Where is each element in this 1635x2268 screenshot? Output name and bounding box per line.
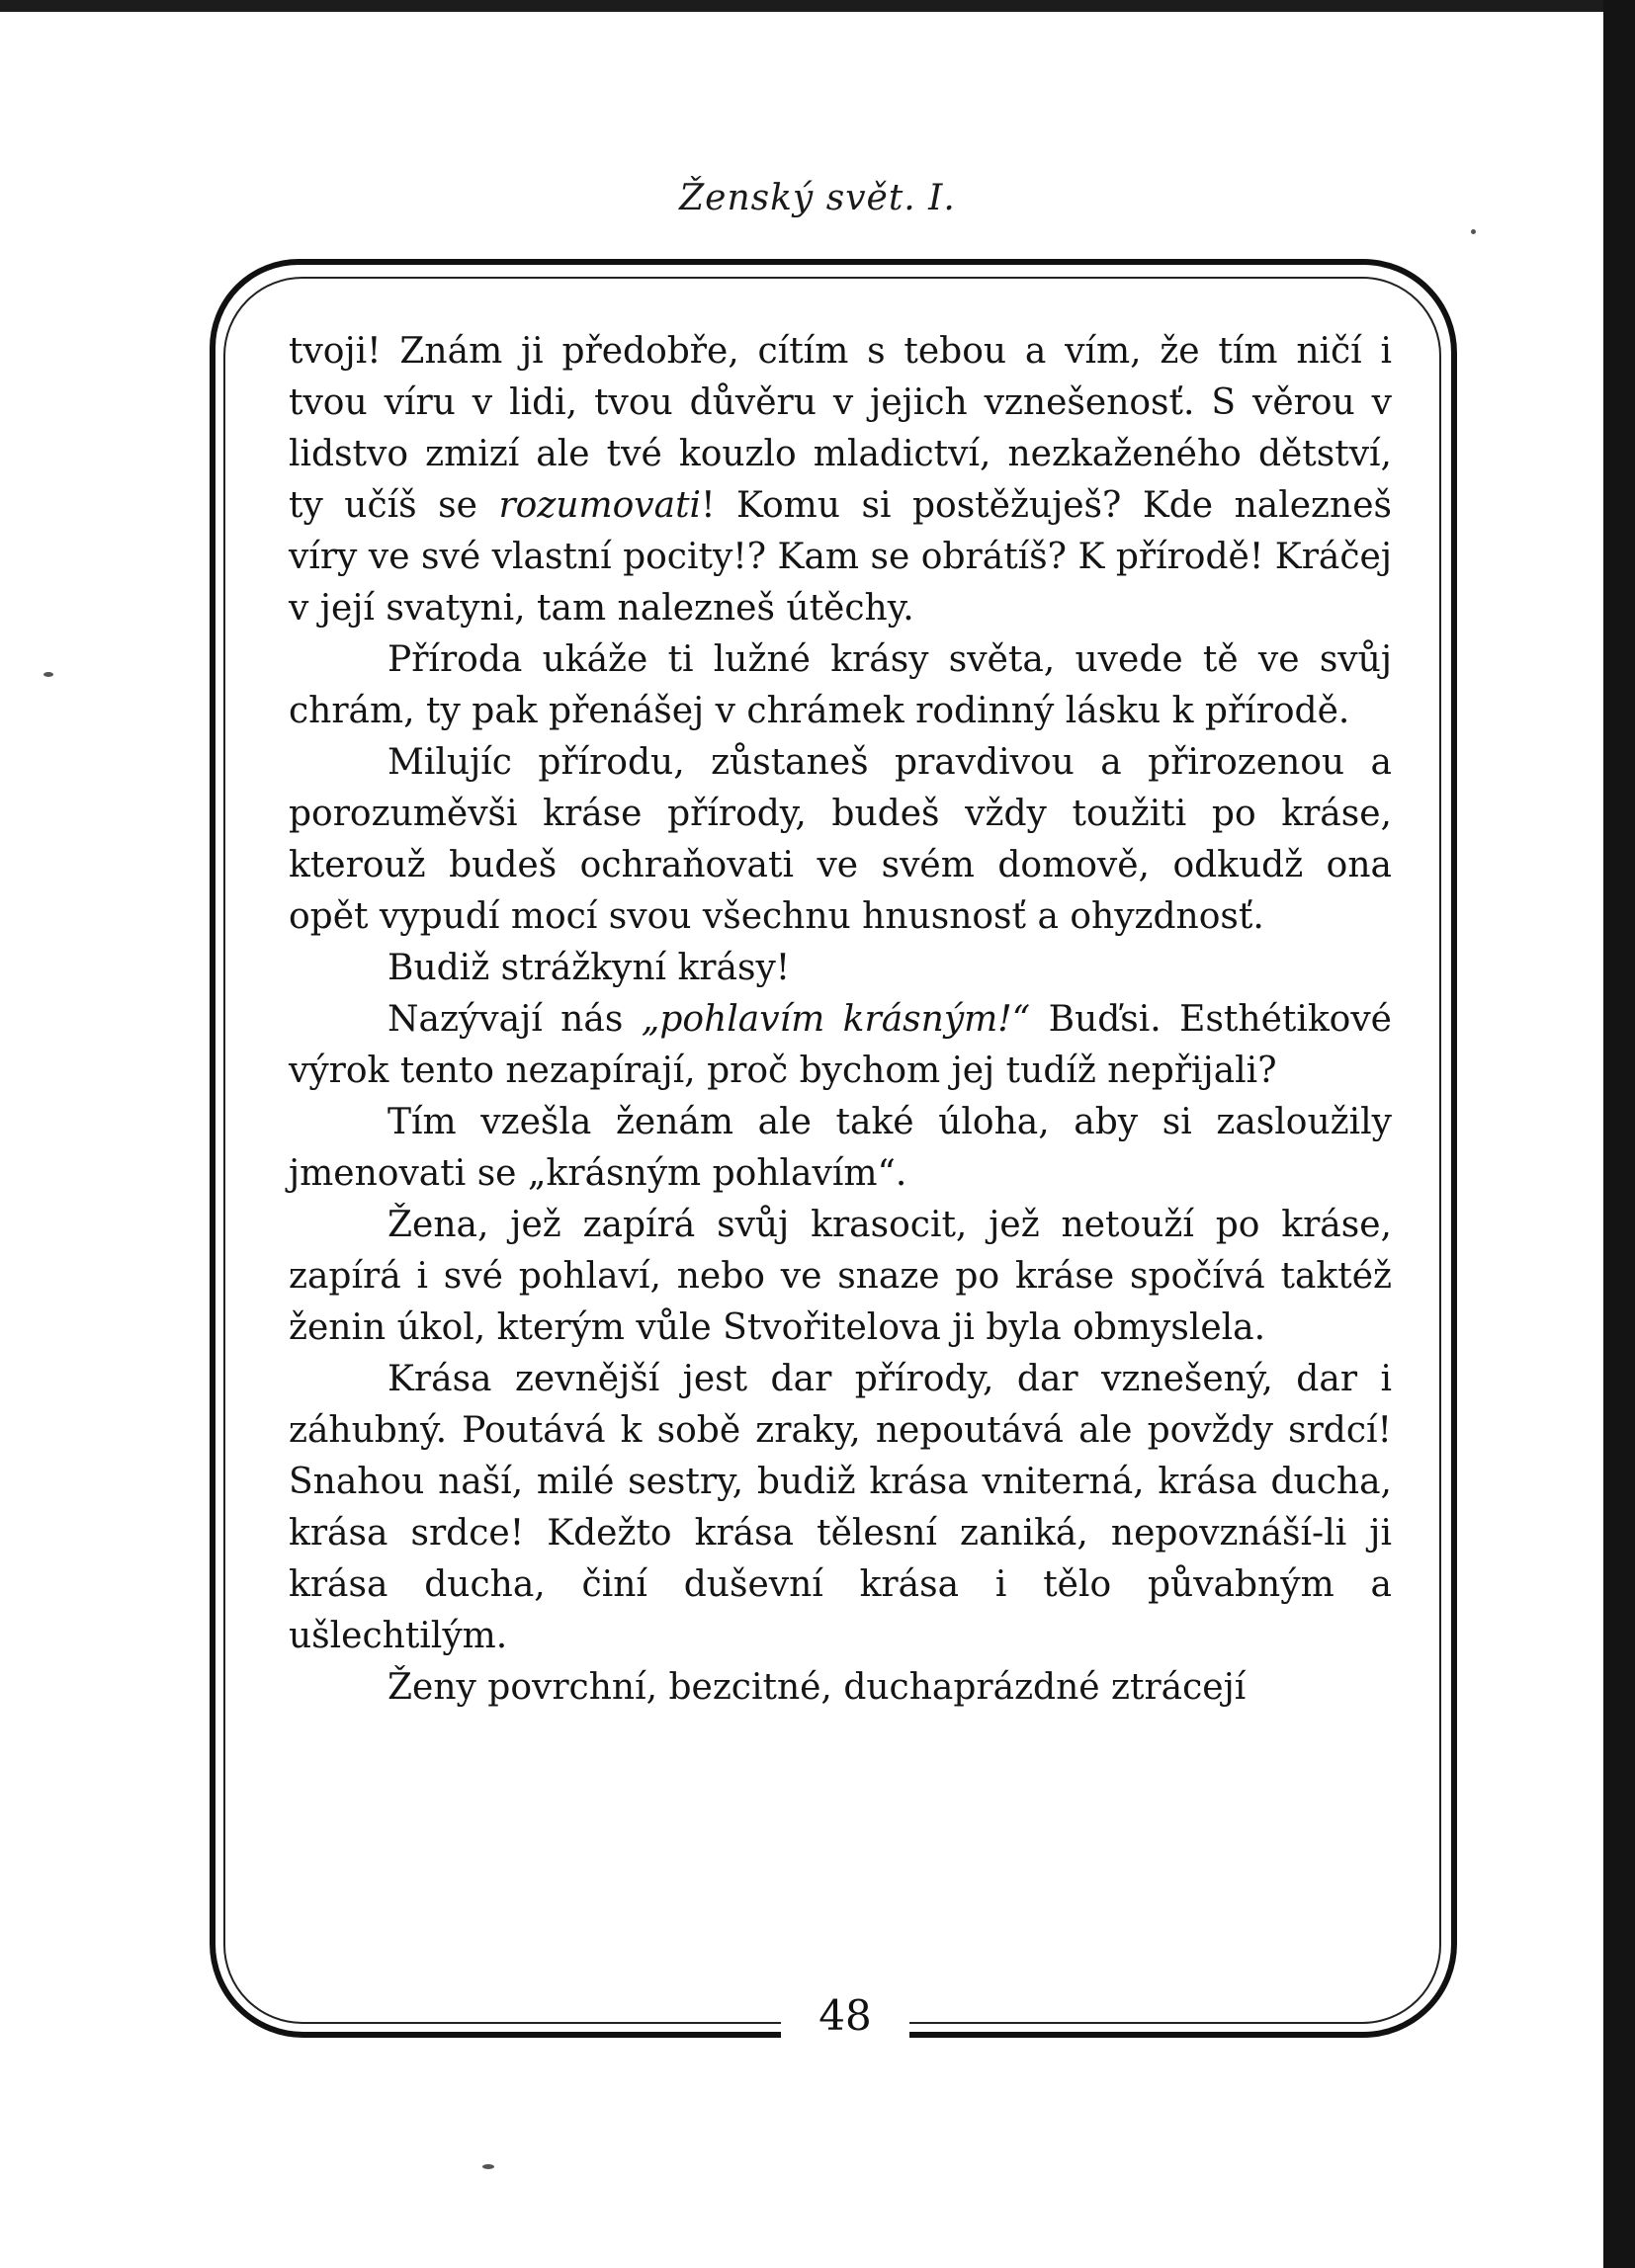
text-run: ! Komu si postěžuješ? Kde nalezneš víry ve své vlastní pocity!? Kam se obrátíš? K přírodě! Kráčej v její svatyni, tam nalezneš útěchy.	[289, 485, 1392, 629]
text-run: Ženy povrchní, bezcitné, duchaprázdné ztrácejí	[387, 1667, 1247, 1708]
italic-phrase: „pohlavím krásným!“	[641, 999, 1031, 1040]
paragraph	[289, 634, 1392, 737]
paragraph	[289, 737, 1392, 943]
print-speck	[1471, 229, 1476, 234]
paragraph	[289, 1097, 1392, 1200]
body-text	[289, 326, 1392, 1714]
text-run: Nazývají nás	[387, 999, 642, 1040]
text-run: Žena, jež zapírá svůj krasocit, jež netouží po kráse, zapírá i své pohlaví, nebo ve snaze po kráse spočívá taktéž ženin úkol, kterým vůle Stvořitelova ji byla obmyslela.	[289, 1205, 1392, 1348]
paragraph	[289, 994, 1392, 1097]
page-number: 48	[818, 1991, 872, 2040]
text-run: Buďsi. Esthétikové výrok tento nezapírají, proč bychom jej tudíž nepřijali?	[289, 999, 1392, 1091]
print-speck	[43, 672, 53, 677]
print-speck	[482, 2164, 494, 2169]
paragraph	[289, 1354, 1392, 1662]
text-run: Příroda ukáže ti lužné krásy světa, uvede tě ve svůj chrám, ty pak přenášej v chrámek rodinný lásku k přírodě.	[289, 639, 1392, 731]
italic-phrase: rozumovati	[498, 485, 702, 526]
running-head: Ženský svět. I.	[679, 178, 956, 218]
text-run: Budiž strážkyní krásy!	[387, 948, 791, 988]
paragraph	[289, 1662, 1392, 1714]
scan-border-right	[1603, 0, 1635, 2268]
text-run: tvoji! Znám ji předobře, cítím s tebou a vím, že tím ničí i tvou víru v lidi, tvou důvěru v jejich vznešenosť. S věrou v lidstvo zmizí ale tvé kouzlo mladictví, nezkaženého dětství, ty učíš se	[289, 331, 1392, 526]
text-run: Tím vzešla ženám ale také úloha, aby si zasloužily jmenovati se „krásným pohlavím“.	[289, 1102, 1392, 1194]
paragraph	[289, 1200, 1392, 1354]
paragraph	[289, 943, 1392, 994]
text-run: Milujíc přírodu, zůstaneš pravdivou a přirozenou a porozuměvši kráse přírody, budeš vždy toužiti po kráse, kterouž budeš ochraňovati ve svém domově, odkudž ona opět vypudí mocí svou všechnu hnusnosť a ohyzdnosť.	[289, 742, 1392, 937]
scan-border-top	[0, 0, 1635, 12]
paragraph	[289, 326, 1392, 634]
text-run: Krása zevnější jest dar přírody, dar vznešený, dar i záhubný. Poutává k sobě zraky, nepoutává ale povždy srdcí! Snahou naší, milé sestry, budiž krása vniterná, krása ducha, krása srdce! Kdežto krása tělesní zaniká, nepovznáší-li ji krása ducha, činí duševní krása i tělo půvabným a ušlechtilým.	[289, 1359, 1392, 1656]
